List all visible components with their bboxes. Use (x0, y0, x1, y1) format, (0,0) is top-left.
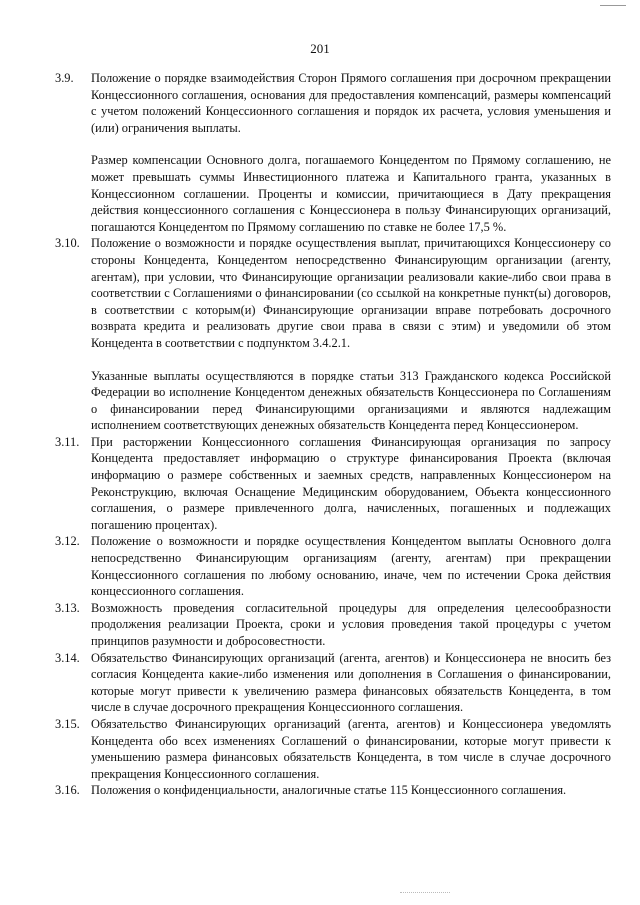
clause-3-15 (55, 716, 611, 782)
clause-number: 3.15. (55, 716, 80, 731)
clause-3-14 (55, 650, 611, 716)
clause-number: 3.16. (55, 783, 80, 798)
clause-number: 3.9. (55, 71, 74, 85)
clause-text: Обязательство Финансирующих организаций (агента, агентов) и Концессионера уведомлять Концедента обо всех изменениях Соглашений о финансировании, которые могут привести к уменьшению размера финансовых обязательств Концедента, в том числе в случае досрочного прекращения Концессионного соглашения. (91, 716, 611, 781)
clause-text: Возможность проведения согласительной процедуры для определения целесообразности продолжения реализации Проекта, сроки и условия проведения такой процедуры с учетом принципов разумности и добросовестности. (91, 600, 611, 648)
clause-text: Положения о конфиденциальности, аналогичные статье 115 Концессионного соглашения. (91, 783, 567, 798)
clause-3-10 (55, 235, 611, 351)
scan-artifact (400, 892, 450, 893)
clause-3-11 (55, 434, 611, 534)
page-number: 201 (310, 41, 330, 56)
clause-number: 3.12. (55, 534, 80, 549)
clause-text: При расторжении Концессионного соглашения Финансирующая организация по запросу Концедента предоставляет информацию о структуре финансирования Проекта (включая информацию о размере собственных и заемных средств, направленных Концессионером на Реконструкцию, включая Оснащение Медицинским оборудованием, Объекта концессионного соглашения, о размере привлеченного долга, начисленных, погашенных и подлежащих погашению процентах). (91, 434, 611, 532)
clause-number: 3.10. (55, 236, 80, 251)
document-body (55, 70, 611, 799)
clause-number: 3.11. (55, 434, 80, 449)
corner-scan-mark (600, 5, 626, 6)
clause-text: Положение о возможности и порядке осуществления Концедентом выплаты Основного долга непосредственно Финансирующим организациям (агенту, агентам) при прекращении Концессионного соглашения по любому основанию, иначе, чем по истечении Срока действия концессионного соглашения. (91, 534, 611, 599)
clause-3-16 (55, 782, 611, 799)
clause-text: Положение о возможности и порядке осуществления выплат, причитающихся Концессионеру со стороны Концедента, Концедентом непосредственно Финансирующим организации (агенту, агентам), при условии, что Финансирующие организации реализовали какие-либо свои права в соответствии с Соглашениями о финансировании (со ссылкой на конкретные пункт(ы) договоров, в соответствии с которым(и) Финансирующие организации вправе потребовать досрочного возврата кредита и реализовать другие свои права в связи с этим) и уведомили об этом Концедента в соответствии с подпунктом 3.4.2.1. (91, 236, 611, 350)
clause-3-10-paragraph: Указанные выплаты осуществляются в порядке статьи 313 Гражданского кодекса Российской Федерации во исполнение Концедентом денежных обязательств Концессионера по Соглашениям о финансировании перед Финансирующими организациями и являются надлежащим исполнением соответствующих денежных обязательств Концедента перед Концессионером. (91, 368, 611, 433)
clause-text: Положение о порядке взаимодействия Сторон Прямого соглашения при досрочном прекращении Концессионного соглашения, основания для предоставления компенсаций, размеры компенсаций с учетом положений Концессионного соглашения и порядок их расчета, условия уменьшения и (или) ограничения выплаты. (91, 71, 611, 135)
clause-3-12 (55, 533, 611, 599)
clause-number: 3.14. (55, 650, 80, 665)
clause-number: 3.13. (55, 600, 80, 615)
clause-3-9-paragraph: Размер компенсации Основного долга, погашаемого Концедентом по Прямому соглашению, не может превышать суммы Инвестиционного платежа и Капитального гранта, указанных в Концессионном соглашении. Проценты и комиссии, причитающиеся в Дату прекращения действия концессионного соглашения с Концессионера в пользу Финансирующих организаций, погашаются Концедентом по Прямому соглашению по ставке не более 17,5 %. (91, 153, 611, 234)
clause-3-13 (55, 600, 611, 650)
clause-3-9 (55, 70, 611, 136)
clause-text: Обязательство Финансирующих организаций (агента, агентов) и Концессионера не вносить без согласия Концедента какие-либо изменения или дополнения в Соглашения о финансировании, которые могут привести к увеличению размера финансовых обязательств Концедента, в том числе в случае досрочного прекращения Концессионного соглашения. (91, 650, 611, 715)
